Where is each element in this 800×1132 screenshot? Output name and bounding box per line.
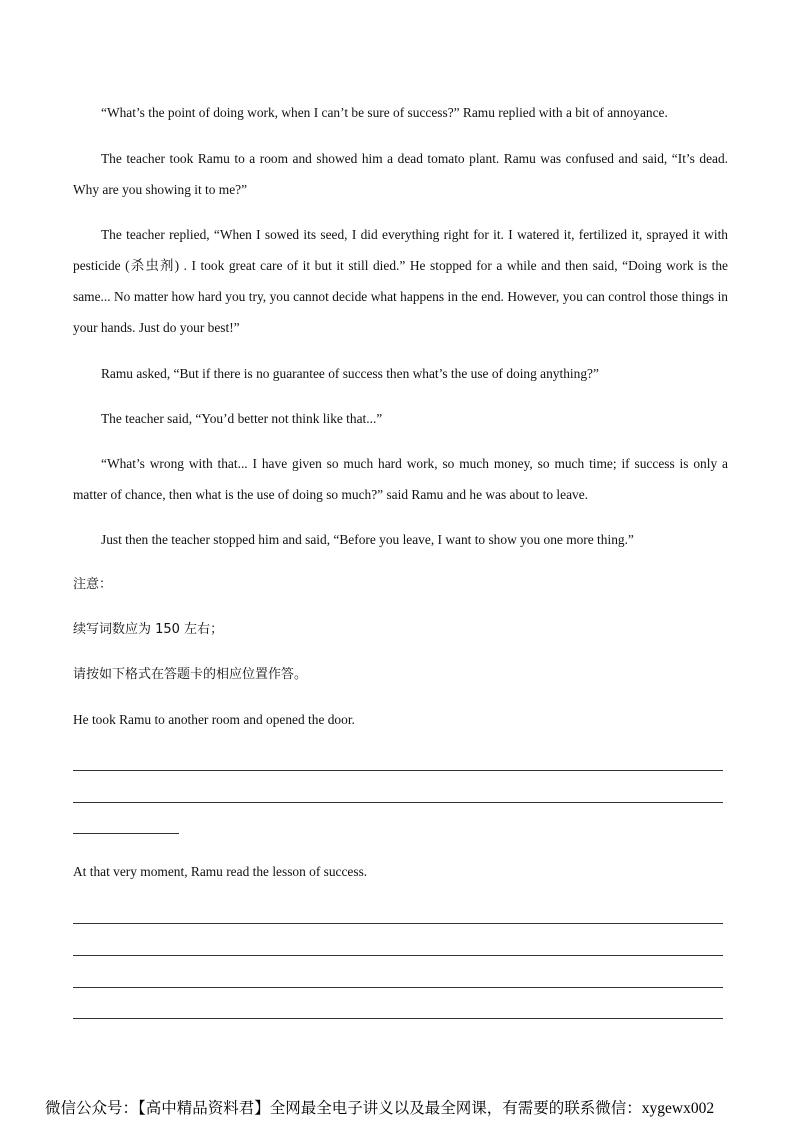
prompt-first-paragraph: He took Ramu to another room and opened the door. [73, 712, 355, 727]
answer-line[interactable] [73, 1018, 723, 1019]
notes-item-format: 请按如下格式在答题卡的相应位置作答。 [73, 667, 308, 682]
notes-heading: 注意： [73, 577, 113, 592]
paragraph-2: The teacher took Ramu to a room and showed him a dead tomato plant. Ramu was confused and said, “It’s dead. Why are you showing it to me?” [73, 151, 728, 197]
answer-line[interactable] [73, 770, 723, 771]
answer-line[interactable] [73, 802, 723, 803]
notes-item-word-count: 续写词数应为 150 左右； [73, 622, 224, 637]
answer-line[interactable] [73, 923, 723, 924]
answer-line-short[interactable] [73, 833, 179, 834]
paragraph-1: “What’s the point of doing work, when I can’t be sure of success?” Ramu replied with a bit of annoyance. [101, 105, 668, 120]
footer-watermark-text: 微信公众号：【高中精品资料君】全网最全电子讲义以及最全网课，有需要的联系微信：xygewx002 [45, 1100, 715, 1117]
prompt-second-paragraph: At that very moment, Ramu read the lesson of success. [73, 864, 368, 879]
paragraph-4: Ramu asked, “But if there is no guarantee of success then what’s the use of doing anything?” [101, 366, 599, 381]
paragraph-7: Just then the teacher stopped him and said, “Before you leave, I want to show you one more thing.” [101, 532, 634, 547]
paragraph-3: The teacher replied, “When I sowed its seed, I did everything right for it. I watered it, fertilized it, sprayed it with pesticide (杀虫剂) . I took great care of it but it still died.” He stopped for a while and then said, “Doing work is the same... No matter how hard you try, you cannot decide what happens in the end. However, you can control those things in your hands. Just do your best!” [73, 227, 728, 335]
paragraph-6: “What’s wrong with that... I have given so much hard work, so much money, so much time; if success is only a matter of chance, then what is the use of doing so much?” said Ramu and he was about to leave. [73, 456, 728, 502]
answer-line[interactable] [73, 955, 723, 956]
paragraph-5: The teacher said, “You’d better not think like that...” [101, 411, 383, 426]
answer-line[interactable] [73, 987, 723, 988]
